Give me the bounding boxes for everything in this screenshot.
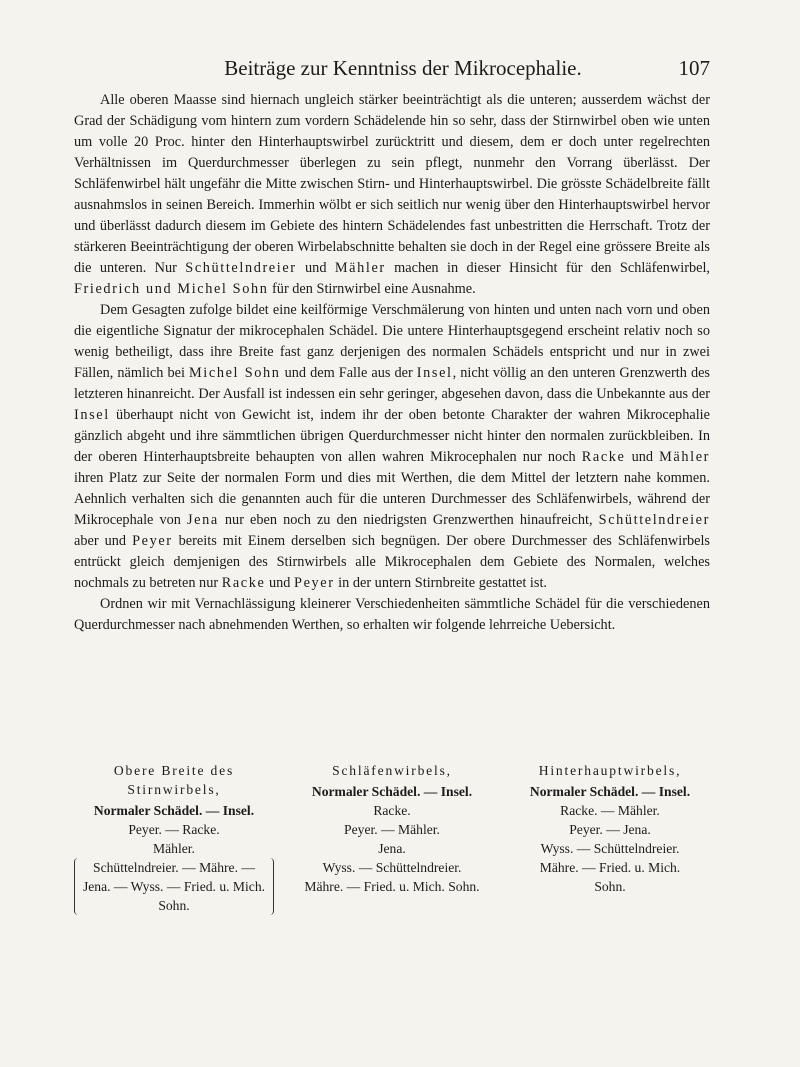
paragraph [74,594,710,636]
paragraph [74,90,710,300]
text-run: Dem Gesagten zufolge bildet eine keilförmige Verschmälerung von hinten und unten nach vorn und oben die eigentliche Signatur der mikrocephalen Schädel. Die untere Hinterhauptsgegend erscheint relativ noch so wenig betheiligt, dass ihre Breite fast ganz derjenigen des normalen Schädels entspricht und nur in zwei Fällen, nämlich bei [74,302,710,381]
table-column [74,761,274,915]
spaced-name: Friedrich und Michel Sohn [74,281,269,297]
column-heading: Obere Breite des Stirnwirbels, [113,763,235,797]
page-number: 107 [678,56,710,80]
text-run: Alle oberen Maasse sind hiernach ungleich stärker beeinträchtigt als die unteren; ausserdem wächst der Grad der Schädigung vom hintern zum vordern Schädelende hin so sehr, dass der Stirnwirbel oben wie unten um volle 20 Proc. hinter den Hinterhauptswirbel zurücktritt und diesem, dem er doch unter regelrechten Verhältnissen im Querdurchmesser überlegen zu sein pflegt, nunmehr den Vorrang überlässt. Der Schläfenwirbel hält ungefähr die Mitte zwischen Stirn- und Hinterhauptswirbel. Die grösste Schädelbreite fällt ausnahmslos in seinen Bereich. Immerhin wölbt er sich seitlich nur wenig über den Hinterhauptswirbel hervor und überlässt dadurch diesem im Gebiete des hintern Schädelendes fast unbestritten die Herrschaft. Trotz der stärkeren Beeinträchtigung der oberen Wirbelabschnitte behalten sie doch in der Regel eine grössere Breite als die unteren. Nur [74,92,710,276]
comparison-table [74,761,710,915]
column-line: Schüttelndreier. — Mähre. — [93,860,255,875]
spaced-name: Racke [581,449,626,465]
column-line: Mähre. — Fried. u. Mich. Sohn. [304,879,480,894]
column-line: Normaler Schädel. — Insel. [93,803,255,818]
brace-group [74,858,274,915]
column-line: Sohn. [594,879,626,894]
column-line: Peyer. — Jena. [569,822,651,837]
body-text [74,90,710,636]
spaced-name: Peyer [294,575,335,591]
text-run: aber und [74,533,133,549]
text-run: nur eben noch zu den niedrigsten Grenzwerthen hinaufreicht, [218,512,599,528]
table-column [510,761,710,915]
spaced-name: Insel [416,365,453,381]
spaced-name: Racke [221,575,266,591]
column-line: Racke. — Mähler. [560,803,660,818]
column-line: Jena. — Wyss. — Fried. u. Mich. [82,879,266,894]
column-line: Wyss. — Schüttelndreier. [322,860,462,875]
running-header [96,56,710,81]
column-line: Sohn. [158,898,190,913]
text-run: , nicht völlig an den unteren Grenzwerth des letzteren hinanreicht. Der Ausfall ist indessen ein sehr geringer, abgesehen davon, dass die Unbekannte aus der [74,365,710,402]
paragraph [74,300,710,594]
text-run: ihren Platz zur Seite der normalen Form und dies mit Werthen, die dem Mittel der letztern nahe kommen. Aehnlich verhalten sich die genannten auch für die unteren Durchmesser des Schläfenwirbels, während der Mikrocephale von [74,470,710,528]
column-line: Normaler Schädel. — Insel. [311,784,473,799]
spaced-name: Michel Sohn [188,365,281,381]
running-title: Beiträge zur Kenntniss der Mikrocephalie. [224,56,582,80]
column-heading: Hinterhauptwirbels, [538,763,682,778]
table-column [287,761,497,915]
text-run: und [625,449,660,465]
spaced-name: Schüttelndreier [598,512,710,528]
text-run: und [296,260,335,276]
column-line: Wyss. — Schüttelndreier. [540,841,680,856]
text-run: für den Stirnwirbel eine Ausnahme. [268,281,476,297]
spaced-name: Peyer [132,533,173,549]
text-run: Ordnen wir mit Vernachlässigung kleinerer Verschiedenheiten sämmtliche Schädel für die verschiedenen Querdurchmesser nach abnehmenden Werthen, so erhalten wir folgende lehrreiche Uebersicht. [74,596,710,633]
spaced-name: Insel [74,407,110,423]
column-line: Peyer. — Mähler. [344,822,440,837]
text-run: in der untern Stirnbreite gestattet ist. [334,575,547,591]
spaced-name: Mähler [334,260,386,276]
column-line: Normaler Schädel. — Insel. [529,784,691,799]
text-run: und dem Falle aus der [280,365,417,381]
column-line: Jena. [378,841,406,856]
spaced-name: Mähler [659,449,710,465]
text-run: überhaupt nicht von Gewicht ist, indem ihr der oben betonte Charakter der wahren Mikrocephalie gänzlich abgeht und ihre sämmtlichen übrigen Querdurchmesser nicht hinter den normalen zurückbleiben. In der oberen Hinterhauptsbreite behaupten von allen wahren Mikrocephalen nur noch [74,407,710,465]
column-line: Mähre. — Fried. u. Mich. [539,860,681,875]
column-line: Mähler. [153,841,195,856]
text-run: und [265,575,295,591]
spaced-name: Schüttelndreier [185,260,297,276]
column-line: Peyer. — Racke. [128,822,220,837]
spaced-name: Jena [187,512,219,528]
column-heading: Schläfenwirbels, [332,763,452,778]
text-run: machen in dieser Hinsicht für den Schläfenwirbel, [385,260,711,276]
column-line: Racke. [373,803,411,818]
text-run: bereits mit Einem derselben sich begnügen. Der obere Durchmesser des Schläfenwirbels entrückt gleich demjenigen des Stirnwirbels alle Mikrocephalen dem Gebiete des Normalen, welches nochmals zu betreten nur [74,533,710,591]
